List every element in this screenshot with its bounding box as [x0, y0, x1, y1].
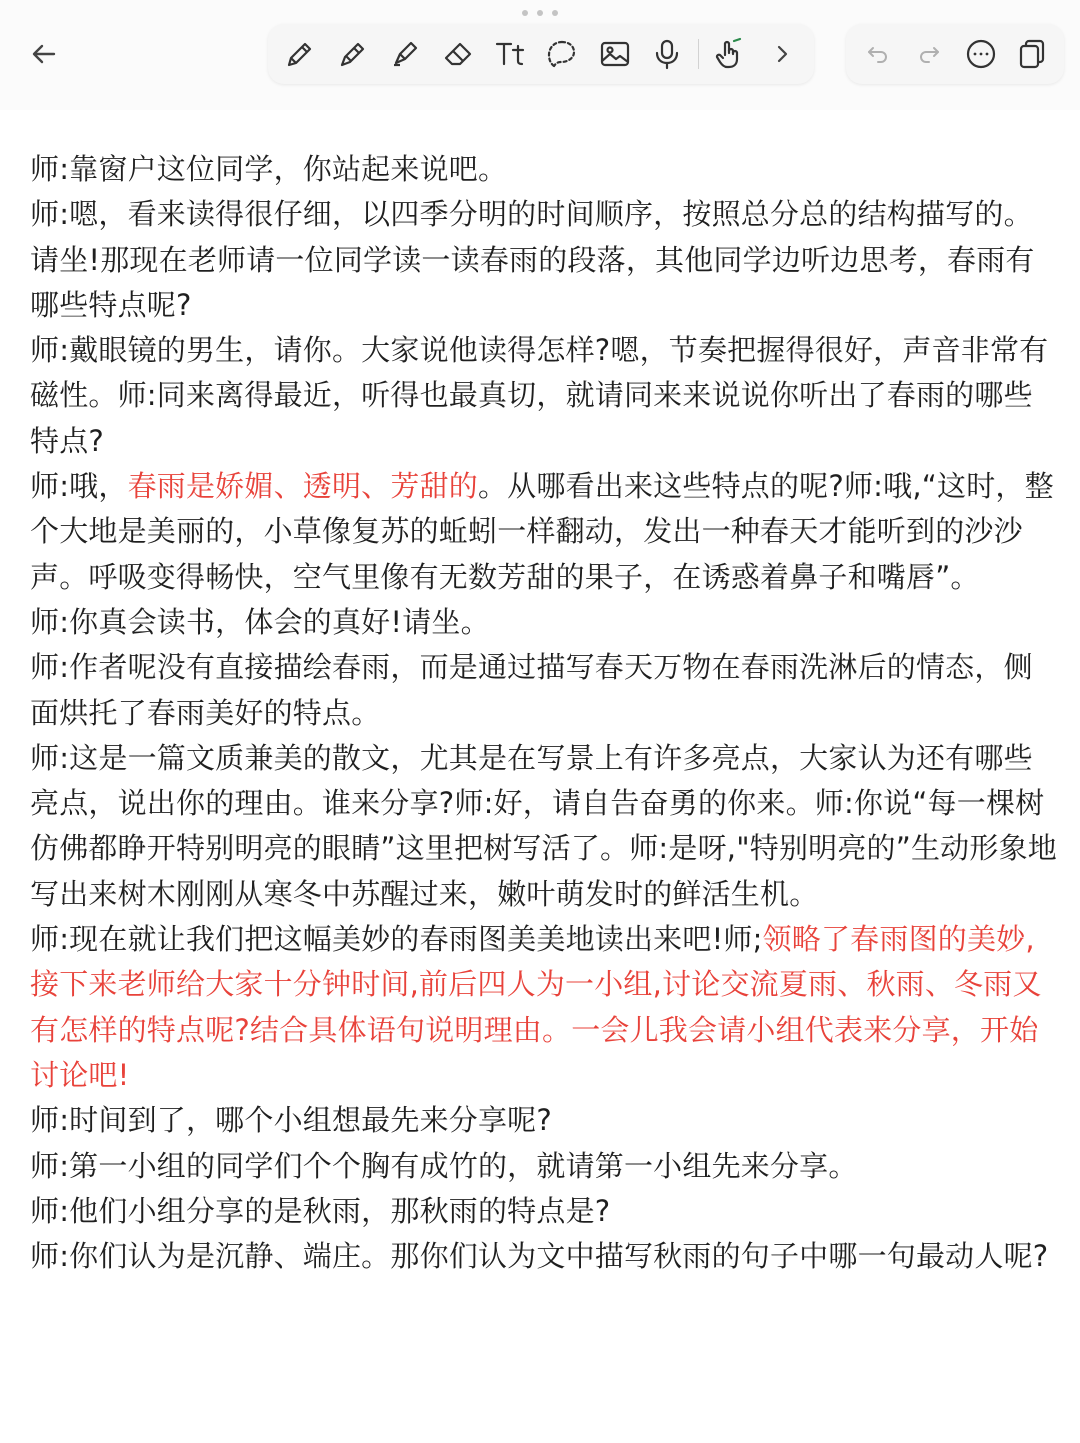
highlighted-text: 领略了春雨图的美妙,接下来老师给大家十分钟时间,前后四人为一小组,讨论交流夏雨、秋雨、冬雨又有怎样的特点呢?结合具体语句说明理由。一会儿我会请小组代表来分享，开始讨论吧! [30, 922, 1042, 1092]
microphone-icon [650, 37, 684, 71]
image-icon [598, 37, 632, 71]
pages-icon [1015, 37, 1049, 71]
redo-icon [916, 41, 942, 67]
text-style-icon [493, 37, 527, 71]
paragraph-text: 师:时间到了，哪个小组想最先来分享呢? [30, 1103, 552, 1138]
top-toolbar [0, 0, 1080, 110]
dialogue-paragraph [30, 1098, 1060, 1143]
paragraph-text: 师:这是一篇文质兼美的散文，尤其是在写景上有许多亮点，大家认为还有哪些亮点，说出你的理由。谁来分享?师:好，请自告奋勇的你来。师:你说“每一棵树仿佛都睁开特别明亮的眼睛”这里把树写活了。师:是呀,"特别明亮的”生动形象地写出来树木刚刚从寒冬中苏醒过来，嫩叶萌发时的鲜活生机。 [30, 740, 1057, 911]
paragraph-text: 师:嗯，看来读得很仔细，以四季分明的时间顺序，按照总分总的结构描写的。请坐!那现在老师请一位同学读一读春雨的段落，其他同学边听边思考，春雨有哪些特点呢? [30, 197, 1035, 322]
more-icon [964, 37, 998, 71]
highlighter-tool-button[interactable] [383, 32, 427, 76]
redo-button[interactable] [907, 32, 951, 76]
image-tool-button[interactable] [593, 32, 637, 76]
dialogue-paragraph [30, 645, 1060, 736]
dialogue-paragraph [30, 328, 1060, 464]
dialogue-paragraph [30, 736, 1060, 917]
paragraph-text: 师:靠窗户这位同学，你站起来说吧。 [30, 152, 508, 186]
lasso-icon [545, 37, 579, 71]
arrow-left-icon [30, 40, 58, 68]
paragraph-text: 师:你们认为是沉静、端庄。那你们认为文中描写秋雨的句子中哪一句最动人呢? [30, 1239, 1049, 1274]
dialogue-paragraph [30, 1144, 1060, 1189]
paragraph-text: 。从哪看出来这些特点的呢?师:哦,“这时，整个大地是美丽的，小草像复苏的蚯蚓一样翻动，发出一种春天才能听到的沙沙声。呼吸变得畅快，空气里像有无数芳甜的果子，在诱惑着鼻子和嘴唇”。 [30, 469, 1054, 594]
lasso-tool-button[interactable] [540, 32, 584, 76]
dialogue-paragraph [30, 192, 1060, 328]
dialogue-paragraph [30, 600, 1060, 645]
paragraph-text: 师:第一小组的同学们个个胸有成竹的，就请第一小组先来分享。 [30, 1148, 858, 1183]
dialogue-paragraph [30, 1189, 1060, 1234]
undo-button[interactable] [856, 32, 900, 76]
chevron-right-icon [769, 41, 795, 67]
paragraph-text: 师:你真会读书，体会的真好!请坐。 [30, 604, 490, 639]
eraser-icon [441, 37, 475, 71]
highlighted-text: 春雨是娇媚、透明、芳甜的 [127, 469, 478, 504]
paragraph-text: 师:戴眼镜的男生，请你。大家说他读得怎样?嗯，节奏把握得很好，声音非常有磁性。师:同来离得最近，听得也最真切，就请同来来说说你听出了春雨的哪些特点? [30, 333, 1049, 458]
touch-mode-button[interactable] [707, 32, 751, 76]
pencil-tool-button[interactable] [278, 32, 322, 76]
dialogue-paragraph [30, 147, 1060, 192]
pencil-icon [283, 37, 317, 71]
dialogue-paragraph [30, 917, 1060, 1098]
more-options-button[interactable] [959, 32, 1003, 76]
paragraph-text: 师:现在就让我们把这幅美妙的春雨图美美地读出来吧!师; [30, 922, 763, 957]
pages-button[interactable] [1010, 32, 1054, 76]
eraser-tool-button[interactable] [436, 32, 480, 76]
pen-icon [336, 37, 370, 71]
toolbar-divider [698, 39, 699, 69]
back-button[interactable] [18, 28, 70, 80]
paragraph-text: 师:哦， [30, 469, 128, 504]
drag-handle[interactable] [522, 9, 558, 17]
voice-tool-button[interactable] [645, 32, 689, 76]
paragraph-text: 师:他们小组分享的是秋雨，那秋雨的特点是? [30, 1193, 611, 1228]
undo-icon [865, 41, 891, 67]
drawing-tools-bar [268, 24, 814, 84]
pen-tool-button[interactable] [331, 32, 375, 76]
highlighter-icon [388, 37, 422, 71]
expand-tools-button[interactable] [760, 32, 804, 76]
text-tool-button[interactable] [488, 32, 532, 76]
note-content[interactable] [30, 147, 1060, 1279]
paragraph-text: 师:作者呢没有直接描绘春雨，而是通过描写春天万物在春雨洗淋后的情态，侧面烘托了春雨美好的特点。 [30, 650, 1033, 730]
dialogue-paragraph [30, 1234, 1060, 1279]
dialogue-paragraph [30, 464, 1060, 600]
hand-touch-icon [712, 37, 746, 71]
actions-bar [846, 24, 1064, 84]
